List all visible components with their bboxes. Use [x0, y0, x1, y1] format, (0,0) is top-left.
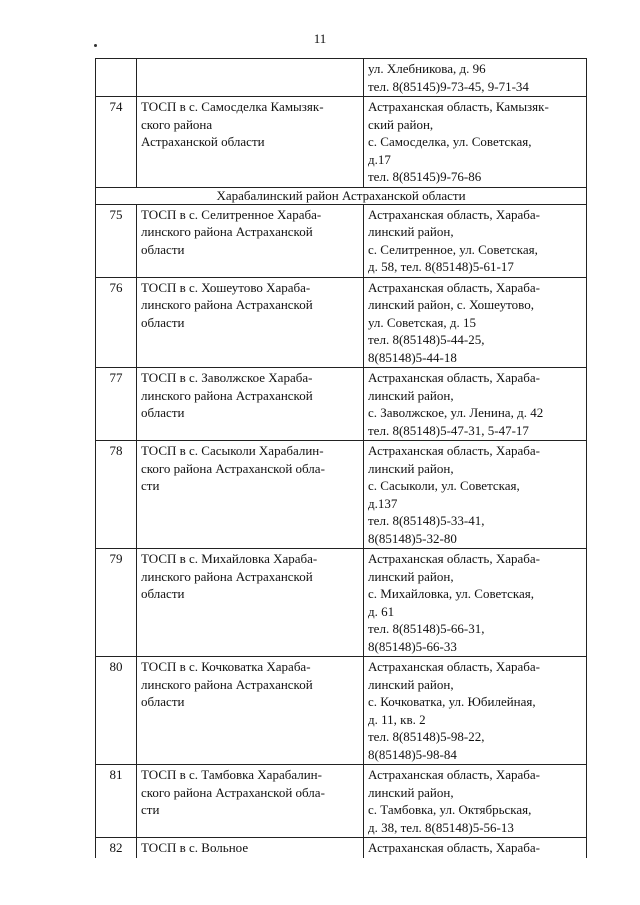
cell-address: Астраханская область, Хараба-	[364, 838, 587, 858]
cell-number: 74	[96, 97, 137, 188]
cell-number: 80	[96, 657, 137, 765]
cell-address: Астраханская область, Хараба- линский район, с. Селитренное, ул. Советская, д. 58, тел. 8(85148)5-61-17	[364, 204, 587, 277]
table-row	[96, 549, 587, 657]
cell-address: Астраханская область, Хараба- линский район, с. Кочковатка, ул. Юбилейная, д. 11, кв. 2 тел. 8(85148)5-98-22, 8(85148)5-98-84	[364, 657, 587, 765]
cell-name: ТОСП в с. Кочковатка Хараба- линского района Астраханской области	[137, 657, 364, 765]
table-row	[96, 97, 587, 188]
cell-name: ТОСП в с. Заволжское Хараба- линского района Астраханской области	[137, 368, 364, 441]
cell-address: Астраханская область, Хараба- линский район, с. Заволжское, ул. Ленина, д. 42 тел. 8(85148)5-47-31, 5-47-17	[364, 368, 587, 441]
cell-name: ТОСП в с. Самосделка Камызяк- ского района Астраханской области	[137, 97, 364, 188]
table-row	[96, 765, 587, 838]
cell-name: ТОСП в с. Тамбовка Харабалин- ского района Астраханской обла- сти	[137, 765, 364, 838]
cell-number	[96, 59, 137, 97]
cell-address: Астраханская область, Хараба- линский район, с. Сасыколи, ул. Советская, д.137 тел. 8(85148)5-33-41, 8(85148)5-32-80	[364, 441, 587, 549]
cell-number: 81	[96, 765, 137, 838]
page-number: 11	[313, 31, 327, 46]
cell-name: ТОСП в с. Селитренное Хараба- линского района Астраханской области	[137, 204, 364, 277]
table-row-continuation	[96, 59, 587, 97]
cell-name: ТОСП в с. Вольное	[137, 838, 364, 858]
table-row	[96, 204, 587, 277]
cell-address: Астраханская область, Хараба- линский район, с. Хошеутово, ул. Советская, д. 15 тел. 8(85148)5-44-25, 8(85148)5-44-18	[364, 277, 587, 368]
cell-number: 76	[96, 277, 137, 368]
cell-address: ул. Хлебникова, д. 96 тел. 8(85145)9-73-45, 9-71-34	[364, 59, 587, 97]
document-table	[95, 58, 586, 858]
cell-number: 78	[96, 441, 137, 549]
cell-address: Астраханская область, Хараба- линский район, с. Михайловка, ул. Советская, д. 61 тел. 8(85148)5-66-31, 8(85148)5-66-33	[364, 549, 587, 657]
table-row	[96, 657, 587, 765]
cell-name: ТОСП в с. Михайловка Хараба- линского района Астраханской области	[137, 549, 364, 657]
table-row	[96, 441, 587, 549]
section-header-row	[96, 187, 587, 204]
scan-mark	[94, 44, 97, 47]
cell-number: 82	[96, 838, 137, 858]
cell-number: 77	[96, 368, 137, 441]
tosp-table	[95, 58, 587, 858]
table-row	[96, 277, 587, 368]
cell-address: Астраханская область, Камызяк- ский район, с. Самосделка, ул. Советская, д.17 тел. 8(85145)9-76-86	[364, 97, 587, 188]
table-row	[96, 368, 587, 441]
cell-name: ТОСП в с. Хошеутово Хараба- линского района Астраханской области	[137, 277, 364, 368]
table-row	[96, 838, 587, 858]
cell-number: 79	[96, 549, 137, 657]
cell-number: 75	[96, 204, 137, 277]
cell-name: ТОСП в с. Сасыколи Харабалин- ского района Астраханской обла- сти	[137, 441, 364, 549]
cell-name	[137, 59, 364, 97]
cell-address: Астраханская область, Хараба- линский район, с. Тамбовка, ул. Октябрьская, д. 38, тел. 8(85148)5-56-13	[364, 765, 587, 838]
section-title: Харабалинский район Астраханской области	[96, 187, 587, 204]
